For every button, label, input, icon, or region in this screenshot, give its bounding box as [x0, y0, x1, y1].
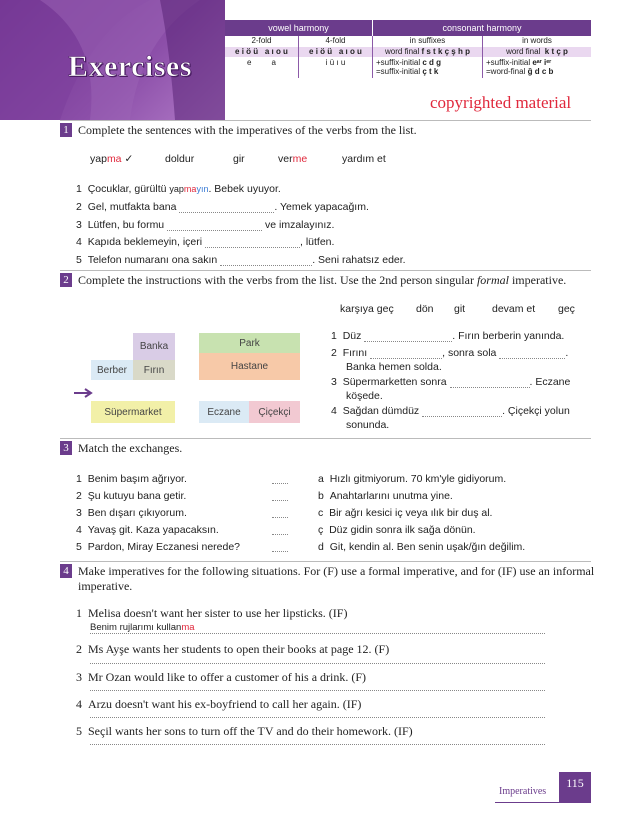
match-answer-blank[interactable]	[272, 522, 288, 535]
words-row-2: =word-final ğ d c b	[486, 67, 554, 76]
word-list-item: dön	[416, 303, 434, 315]
match-left-item: 5 Pardon, Miray Eczanesi nerede?	[76, 541, 241, 553]
list-item: 2 Gel, mutfakta bana . Yemek yapacağım.	[76, 201, 369, 213]
answer-line[interactable]	[90, 633, 545, 634]
vowel-harmony-header: vowel harmony	[225, 20, 372, 36]
list-item: 2 Fırını , sonra sola .	[331, 347, 569, 359]
word-list-item: yardım et	[342, 153, 386, 165]
match-answer-blank[interactable]	[272, 488, 288, 501]
list-item-continuation: köşede.	[346, 390, 383, 402]
answer-line[interactable]	[90, 663, 545, 664]
map-pharmacy: Eczane	[199, 401, 249, 423]
match-right-item: d Git, kendin al. Ben senin uşak/ğın değilim.	[318, 541, 526, 553]
question-instruction: Complete the sentences with the imperatives of the verbs from the list.	[78, 123, 417, 137]
harmony-table	[225, 36, 591, 78]
map-barber: Berber	[91, 360, 133, 380]
question-number: 4	[60, 564, 72, 578]
list-item: 1 Çocuklar, gürültü yapmayın. Bebek uyuyor.	[76, 183, 281, 195]
word-list-item: karşıya geç	[340, 303, 394, 315]
word-list-item: doldur	[165, 153, 195, 165]
match-right-item: b Anahtarlarını unutma yine.	[318, 490, 453, 502]
word-list-item: geç	[558, 303, 575, 315]
list-item: 4 Arzu doesn't want his ex-boyfriend to call her again. (IF)	[76, 697, 362, 711]
answer-blank[interactable]	[179, 212, 274, 213]
answer-line[interactable]	[90, 717, 545, 718]
match-right-item: c Bir ağrı kesici iç veya ılık bir duş al.	[318, 507, 493, 519]
word-list-item: gir	[233, 153, 245, 165]
page-title: Exercises	[68, 50, 192, 83]
word-list-item: yapma ✓	[90, 153, 134, 165]
question-instruction: Match the exchanges.	[78, 441, 183, 455]
list-item: 4 Kapıda beklemeyin, içeri , lütfen.	[76, 236, 335, 248]
words-word-final: word final k t ç p	[483, 47, 591, 57]
list-item-continuation: Banka hemen solda.	[346, 361, 442, 373]
divider	[60, 561, 591, 562]
page-number: 115	[559, 772, 591, 802]
copyright-notice: copyrighted material	[430, 93, 572, 112]
answer-blank[interactable]	[450, 387, 530, 388]
match-left-item: 3 Ben dışarı çıkıyorum.	[76, 507, 187, 519]
match-right-item: ç Düz gidin sonra ilk sağa dönün.	[318, 524, 476, 536]
arrow-right-icon	[73, 388, 95, 398]
two-fold-label: 2-fold	[251, 36, 272, 45]
two-fold-result: e a	[247, 58, 276, 67]
answer-blank[interactable]	[422, 416, 502, 417]
list-item: 5 Seçil wants her sons to turn off the TV and do their homework. (IF)	[76, 724, 413, 738]
list-item: 4 Sağdan dümdüz . Çiçekçi yolun	[331, 405, 570, 417]
suffix-initial-row-2: =suffix-initial ç t k	[376, 67, 439, 76]
four-fold-result: i ü ı u	[325, 58, 346, 67]
match-answer-blank[interactable]	[272, 471, 288, 484]
question-number: 2	[60, 273, 72, 287]
match-left-item: 2 Şu kutuyu bana getir.	[76, 490, 187, 502]
suffix-initial-row-1: +suffix-initial c d g	[376, 58, 441, 67]
map-hospital: Hastane	[199, 353, 300, 380]
question-number: 1	[60, 123, 72, 137]
divider	[60, 270, 591, 271]
match-left-item: 4 Yavaş git. Kaza yapacaksın.	[76, 524, 219, 536]
map-bank: Banka	[133, 333, 175, 360]
word-list-item: git	[454, 303, 466, 315]
suffix-word-final: word final f s t k ç ş h p	[373, 47, 482, 57]
word-list-item: devam et	[492, 303, 536, 315]
answer-blank[interactable]	[499, 358, 565, 359]
match-answer-blank[interactable]	[272, 539, 288, 552]
answer-blank[interactable]	[364, 341, 452, 342]
list-item: 3 Mr Ozan would like to offer a customer of his a drink. (F)	[76, 670, 367, 684]
question-instruction: Make imperatives for the following situations. For (F) use a formal imperative, and for (IF) use an informal imperative.	[78, 564, 595, 593]
footer-divider	[495, 802, 591, 803]
match-right-item: a Hızlı gitmiyorum. 70 km'yle gidiyorum.	[318, 473, 507, 485]
list-item: 3 Süpermarketten sonra . Eczane	[331, 376, 571, 388]
map-bakery: Fırın	[133, 360, 175, 380]
list-item: 3 Lütfen, bu formu ve imzalayınız.	[76, 219, 335, 231]
divider	[60, 120, 591, 121]
question-number: 3	[60, 441, 72, 455]
answer-blank[interactable]	[370, 358, 442, 359]
answer-line[interactable]	[90, 690, 545, 691]
question-instruction: Complete the instructions with the verbs from the list. Use the 2nd person singular formal imperative.	[78, 273, 567, 287]
four-fold-vowels: e i ö ü a ı o u	[299, 47, 372, 57]
word-list-item: verme	[278, 153, 308, 165]
map-park: Park	[199, 333, 300, 353]
footer-section-title: Imperatives	[499, 786, 547, 797]
match-left-item: 1 Benim başım ağrıyor.	[76, 473, 187, 485]
answer-blank[interactable]	[220, 265, 312, 266]
answer-text: Benim rujlarımı kullanma	[90, 622, 195, 633]
answer-line[interactable]	[90, 744, 545, 745]
match-answer-blank[interactable]	[272, 505, 288, 518]
list-item: 5 Telefon numaranı ona sakın . Seni rahatsız eder.	[76, 254, 406, 266]
two-fold-vowels: e i ö ü a ı o u	[225, 47, 298, 57]
list-item-continuation: sonunda.	[346, 419, 390, 431]
four-fold-label: 4-fold	[325, 36, 346, 45]
consonant-harmony-header: consonant harmony	[373, 20, 591, 36]
in-words-label: in words	[522, 36, 552, 45]
list-item: 1 Düz . Fırın berberin yanında.	[331, 330, 565, 342]
in-suffixes-label: in suffixes	[409, 36, 446, 45]
list-item: 1 Melisa doesn't want her sister to use her lipsticks. (IF)	[76, 606, 348, 620]
map-florist: Çiçekçi	[249, 401, 300, 423]
answer-text: yapmayın	[169, 184, 209, 194]
answer-blank[interactable]	[167, 230, 262, 231]
words-row-1: +suffix-initial eᵃʳ iᵉʳ	[486, 58, 552, 67]
map-supermarket: Süpermarket	[91, 401, 175, 423]
divider	[60, 438, 591, 439]
answer-blank[interactable]	[205, 247, 300, 248]
list-item: 2 Ms Ayşe wants her students to open their books at page 12. (F)	[76, 642, 390, 656]
